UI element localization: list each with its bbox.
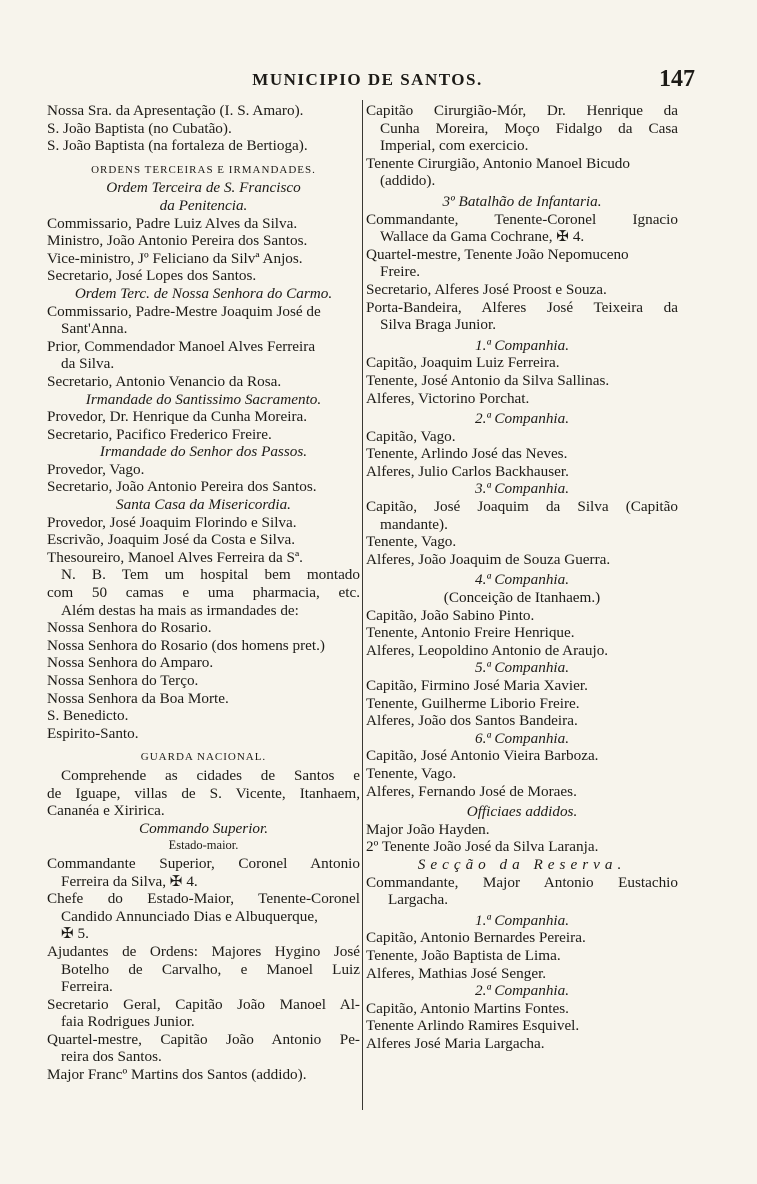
entry-line: Alferes, João Joaquim de Souza Guerra.: [366, 550, 611, 568]
entry-line: Major João Hayden.: [366, 820, 490, 838]
attached-officers-heading: Officiaes addidos.: [466, 803, 578, 821]
subsection-heading: Irmandade do Santissimo Sacramento.: [85, 390, 322, 408]
entry-line: Sant'Anna.: [61, 320, 128, 338]
brotherhood-entry: Nossa Senhora do Rosario (dos homens pret.): [47, 636, 325, 654]
note-line: Além destas ha mais as irmandades de:: [61, 601, 299, 619]
entry-line: Silva Braga Junior.: [380, 316, 497, 334]
note-line: N. B. Tem um hospital bem montado: [61, 566, 360, 584]
entry-line: Commandante, Tenente-Coronel Ignacio: [366, 210, 678, 228]
chapel-entry: S. João Baptista (no Cubatão).: [47, 119, 232, 137]
subsection-heading: da Penitencia.: [159, 196, 248, 214]
entry-line: Capitão, Antonio Bernardes Pereira.: [366, 929, 586, 947]
company-heading: 1.ª Companhia.: [474, 336, 570, 354]
entry-line: Botelho de Carvalho, e Manoel Luiz: [61, 960, 360, 978]
entry-line: Escrivão, Joaquim José da Costa e Silva.: [47, 531, 296, 549]
entry-line: Tenente, Vago.: [366, 533, 457, 551]
entry-line: Tenente Arlindo Ramires Esquivel.: [366, 1017, 580, 1035]
entry-line: Tenente Cirurgião, Antonio Manoel Bicudo: [366, 154, 630, 172]
brotherhood-entry: Nossa Senhora da Boa Morte.: [47, 689, 229, 707]
entry-line: Ferreira da Silva, ✠ 4.: [61, 872, 198, 890]
entry-line: Provedor, Vago.: [47, 460, 145, 478]
right-column: [366, 102, 678, 1052]
entry-line: Alferes, Mathias José Senger.: [366, 964, 547, 982]
entry-line: Ministro, João Antonio Pereira dos Santos.: [47, 232, 308, 250]
entry-line: Tenente, Vago.: [366, 764, 457, 782]
company-heading: 2.ª Companhia.: [474, 410, 570, 428]
entry-line: Imperial, com exercicio.: [380, 137, 529, 155]
entry-line: Alferes, Julio Carlos Backhauser.: [366, 462, 569, 480]
entry-line: Capitão, João Sabino Pinto.: [366, 606, 535, 624]
entry-line: Tenente, João Baptista de Lima.: [366, 946, 561, 964]
entry-line: Capitão, Firmino José Maria Xavier.: [366, 677, 588, 694]
brotherhood-entry: Espirito-Santo.: [47, 724, 139, 742]
brotherhood-entry: Nossa Senhora do Amparo.: [47, 654, 214, 672]
entry-line: (addido).: [380, 172, 436, 190]
column-divider: [362, 100, 363, 1110]
entry-line: Freire.: [380, 263, 421, 281]
entry-line: Tenente, José Antonio da Silva Sallinas.: [366, 371, 610, 389]
entry-line: reira dos Santos.: [61, 1048, 162, 1066]
entry-line: Ferreira.: [61, 978, 113, 996]
company-location: (Conceição de Itanhaem.): [443, 589, 601, 607]
page-number: 147: [659, 66, 695, 92]
entry-line: Secretario, Alferes José Proost e Souza.: [366, 280, 607, 298]
entry-line: Alferes, Fernando José de Moraes.: [366, 782, 577, 800]
text-line: Comprehende as cidades de Santos e: [61, 766, 360, 784]
entry-line: Quartel-mestre, Capitão João Antonio Pe-: [47, 1030, 360, 1048]
entry-line: Capitão, Vago.: [366, 427, 456, 445]
left-column: [47, 102, 360, 1084]
entry-line: Secretario, Pacifico Frederico Freire.: [47, 425, 272, 443]
entry-line: Capitão, Joaquim Luiz Ferreira.: [366, 354, 560, 372]
entry-line: Secretario Geral, Capitão João Manoel Al-: [47, 995, 360, 1013]
entry-line: Capitão Cirurgião-Mór, Dr. Henrique da: [366, 102, 678, 119]
entry-line: Major Francº Martins dos Santos (addido).: [47, 1066, 307, 1084]
entry-line: Largacha.: [388, 891, 449, 909]
entry-line: Prior, Commendador Manoel Alves Ferreira: [47, 337, 316, 355]
subsection-heading: Irmandade do Senhor dos Passos.: [99, 443, 308, 461]
entry-line: da Silva.: [61, 355, 115, 373]
text-line: Cananéa e Xiririca.: [47, 802, 165, 820]
entry-line: Alferes, Leopoldino Antonio de Araujo.: [366, 641, 609, 659]
entry-line: Commandante, Major Antonio Eustachio: [366, 873, 678, 891]
entry-line: Alferes, João dos Santos Bandeira.: [366, 712, 578, 730]
entry-line: Tenente, Arlindo José das Neves.: [366, 445, 568, 463]
subsection-heading: Estado-maior.: [168, 838, 239, 853]
text-line: de Iguape, villas de S. Vicente, Itanhaem,: [47, 784, 360, 802]
company-heading: 4.ª Companhia.: [474, 571, 570, 589]
section-heading: ORDENS TERCEIRAS E IRMANDADES.: [91, 163, 316, 176]
section-heading: GUARDA NACIONAL.: [140, 751, 267, 764]
entry-line: Candido Annunciado Dias e Albuquerque,: [61, 907, 318, 925]
entry-line: Tenente, Guilherme Liborio Freire.: [366, 694, 580, 712]
entry-line: Provedor, José Joaquim Florindo e Silva.: [47, 513, 297, 531]
chapel-entry: Nossa Sra. da Apresentação (I. S. Amaro).: [47, 102, 304, 119]
entry-line: Alferes José Maria Largacha.: [366, 1034, 545, 1052]
entry-line: Cunha Moreira, Moço Fidalgo da Casa: [380, 119, 678, 137]
entry-line: faia Rodrigues Junior.: [61, 1013, 195, 1031]
entry-line: Chefe do Estado-Maior, Tenente-Coronel: [47, 890, 360, 908]
entry-line: Vice-ministro, Jº Feliciano da Silvª Anjos.: [47, 249, 303, 267]
reserve-section-heading: Secção da Reserva.: [417, 855, 627, 873]
entry-line: Capitão, Antonio Martins Fontes.: [366, 999, 569, 1017]
subsection-heading: Ordem Terceira de S. Francisco: [106, 179, 301, 197]
company-heading: 6.ª Companhia.: [474, 729, 570, 747]
page-header: [40, 66, 695, 94]
entry-line: Capitão, José Joaquim da Silva (Capitão: [366, 498, 678, 516]
entry-line: 2º Tenente João José da Silva Laranja.: [366, 838, 599, 856]
entry-line: Wallace da Gama Cochrane, ✠ 4.: [380, 228, 585, 246]
entry-line: Capitão, José Antonio Vieira Barboza.: [366, 747, 599, 765]
brotherhood-entry: Nossa Senhora do Rosario.: [47, 619, 212, 637]
battalion-heading: 3º Batalhão de Infantaria.: [442, 192, 602, 210]
subsection-heading: Santa Casa da Misericordia.: [116, 496, 291, 514]
entry-line: Secretario, José Lopes dos Santos.: [47, 267, 257, 285]
entry-line: Secretario, Antonio Venancio da Rosa.: [47, 372, 282, 390]
entry-line: Quartel-mestre, Tenente João Nepomuceno: [366, 245, 629, 263]
company-heading: 2.ª Companhia.: [474, 982, 570, 1000]
entry-line: Commandante Superior, Coronel Antonio: [47, 854, 360, 872]
entry-line: Provedor, Dr. Henrique da Cunha Moreira.: [47, 408, 308, 426]
entry-line: Porta-Bandeira, Alferes José Teixeira da: [366, 298, 678, 316]
entry-line: Thesoureiro, Manoel Alves Ferreira da Sª.: [47, 548, 303, 566]
entry-line: mandante).: [380, 515, 448, 533]
subsection-heading: Commando Superior.: [138, 819, 269, 837]
company-heading: 1.ª Companhia.: [474, 911, 570, 929]
entry-line: Secretario, João Antonio Pereira dos Santos.: [47, 478, 317, 496]
brotherhood-entry: S. Benedicto.: [47, 707, 129, 725]
chapel-entry: S. João Baptista (na fortaleza de Bertioga).: [47, 137, 308, 155]
entry-line: Commissario, Padre-Mestre Joaquim José de: [47, 302, 321, 320]
entry-line: Commissario, Padre Luiz Alves da Silva.: [47, 214, 298, 232]
company-heading: 3.ª Companhia.: [474, 480, 570, 498]
entry-line: ✠ 5.: [61, 925, 89, 943]
note-line: com 50 camas e uma pharmacia, etc.: [47, 584, 360, 602]
entry-line: Ajudantes de Ordens: Majores Hygino José: [47, 942, 360, 960]
company-heading: 5.ª Companhia.: [474, 659, 570, 677]
running-title: MUNICIPIO DE SANTOS.: [252, 70, 483, 89]
brotherhood-entry: Nossa Senhora do Terço.: [47, 672, 199, 689]
entry-line: Alferes, Victorino Porchat.: [366, 389, 530, 407]
subsection-heading: Ordem Terc. de Nossa Senhora do Carmo.: [74, 284, 333, 302]
entry-line: Tenente, Antonio Freire Henrique.: [366, 624, 575, 642]
